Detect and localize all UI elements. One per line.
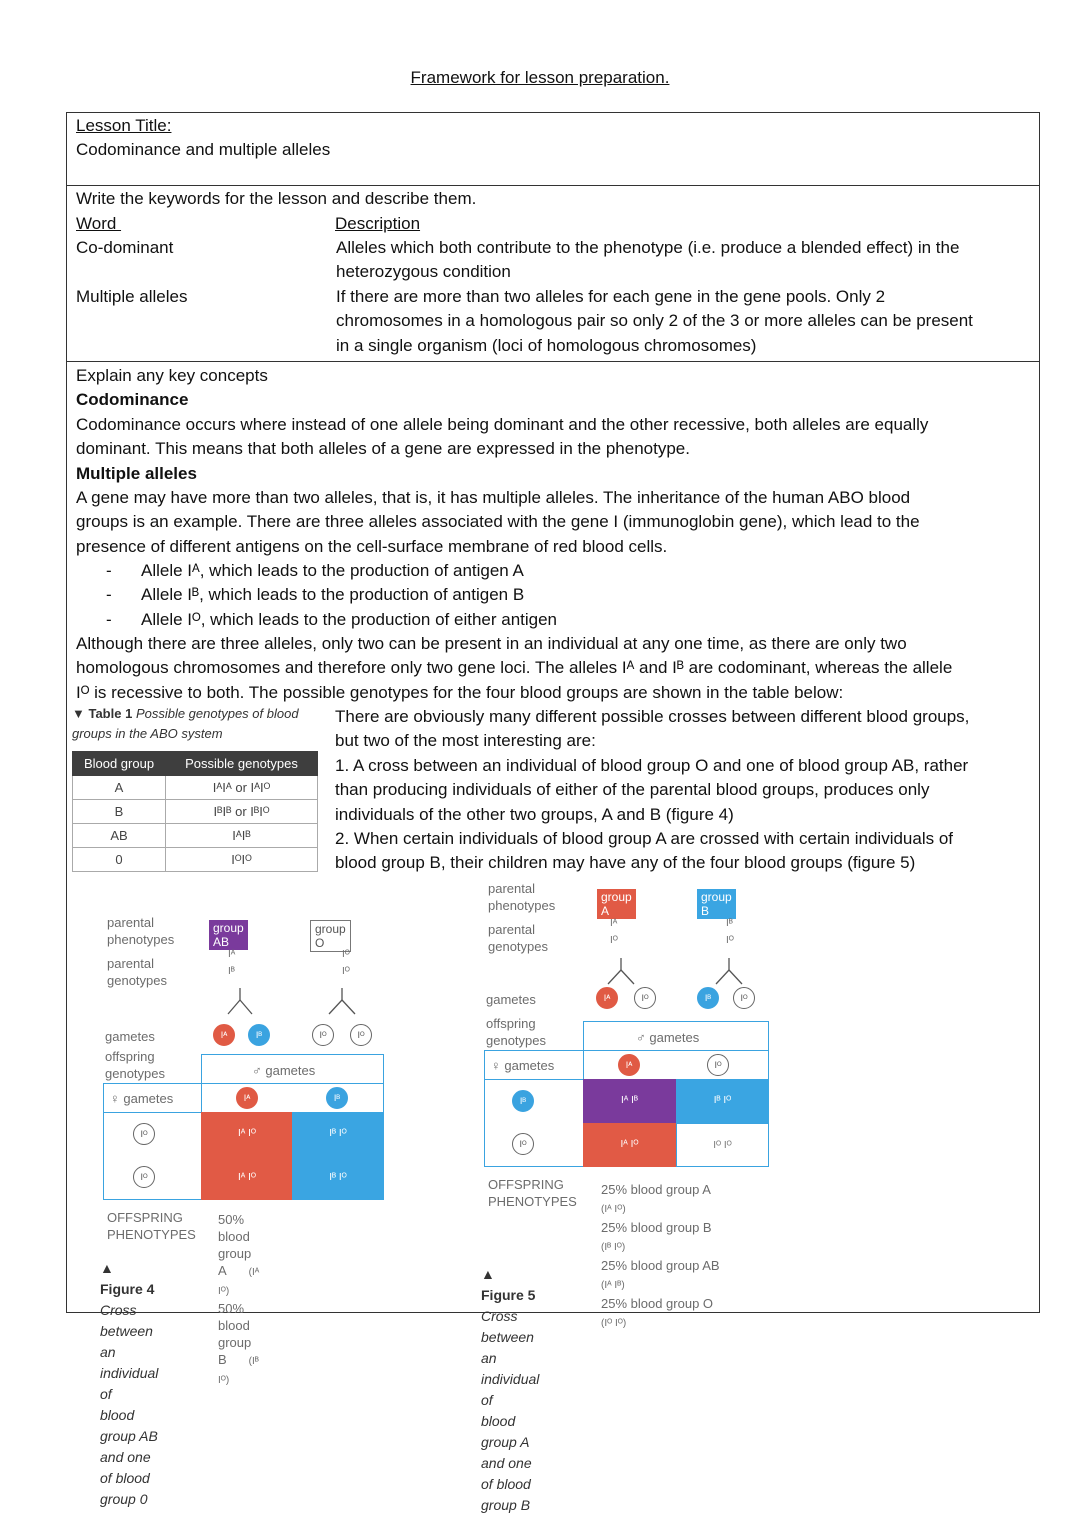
result-list	[218, 1211, 259, 1389]
male-gamete-row	[583, 1050, 769, 1080]
male-gamete-row	[201, 1083, 384, 1113]
table-row: A IᴬIᴬ or IᴬIᴼ	[73, 776, 318, 800]
paragraph-line: Although there are three alleles, only two can be present in an individual at any one time, as there are only two	[76, 634, 907, 653]
result-item: 50% blood group B (Iᴮ Iᴼ)	[218, 1301, 259, 1386]
group-ab-tag: group AB	[209, 920, 248, 950]
label-parental-genotypes: parental genotypes	[107, 956, 167, 988]
label-gametes: gametes	[486, 992, 536, 1007]
female-gamete-column	[103, 1112, 202, 1200]
paragraph-line: A gene may have more than two alleles, that is, it has multiple alleles. The inheritance of the human ABO blood	[76, 488, 911, 508]
label-parental-genotypes: parental genotypes	[488, 922, 548, 954]
male-gametes-header: ♂ gametes	[583, 1021, 769, 1051]
word-column-header: Word	[76, 214, 122, 233]
paragraph-line: homologous chromosomes and therefore only two gene loci. The alleles Iᴬ and Iᴮ are codominant, whereas the allele	[76, 658, 953, 678]
paragraph-line: 2. When certain individuals of blood group A are crossed with certain individuals of	[335, 829, 954, 849]
offspring-cell: Iᴼ Iᴼ	[676, 1123, 769, 1167]
group-b-tag: group B	[697, 889, 736, 919]
page-title: Framework for lesson preparation.	[410, 68, 670, 87]
paragraph-line: presence of different antigens on the cell-surface membrane of red blood cells.	[76, 536, 668, 556]
table-row: AB IᴬIᴮ	[73, 824, 318, 848]
figure-5-caption: ▲ Figure 5 Cross between an individual of blood group A and one of blood group B	[481, 1266, 540, 1513]
offspring-cell: Iᴮ Iᴼ	[676, 1079, 769, 1123]
bullet-item: - Allele Iᴮ, which leads to the production of antigen B	[106, 585, 525, 605]
concepts-heading: Explain any key concepts	[76, 366, 268, 385]
label-parental-phenotypes: parental phenotypes	[107, 915, 175, 947]
gamete-o-circle: Iᴼ	[512, 1133, 534, 1155]
label-offspring-genotypes: offspring genotypes	[105, 1049, 165, 1081]
genotype-o: Iᴼ Iᴼ	[342, 949, 350, 977]
paragraph-line: Codominance occurs where instead of one allele being dominant and the other recessive, both alleles are equally	[76, 414, 929, 434]
female-gametes-header: ♀ gametes	[103, 1083, 202, 1113]
table-header-row: Blood group Possible genotypes	[73, 752, 318, 776]
label-gametes: gametes	[105, 1029, 155, 1044]
female-gametes-header: ♀ gametes	[484, 1050, 584, 1080]
bullet-item: - Allele Iᴬ, which leads to the production of antigen A	[106, 561, 524, 580]
codominance-heading: Codominance	[76, 390, 189, 410]
paragraph-line: individuals of the other two groups, A and B (figure 4)	[335, 804, 734, 824]
table-row: 0 IᴼIᴼ	[73, 848, 318, 872]
result-item: 25% blood group B(Iᴮ Iᴼ)	[601, 1220, 712, 1253]
paragraph-line: 1. A cross between an individual of blood group O and one of blood group AB, rather	[335, 755, 969, 775]
gamete-o-circle: Iᴼ	[133, 1123, 155, 1145]
offspring-cell: Iᴬ Iᴼ	[201, 1156, 293, 1200]
offspring-cell: Iᴬ Iᴼ	[201, 1112, 293, 1156]
genotype-ab: Iᴬ Iᴮ	[228, 949, 236, 977]
gamete-b-circle: Iᴮ	[697, 987, 719, 1009]
lesson-title-value: Codominance and multiple alleles	[76, 140, 331, 159]
gamete-a-circle: Iᴬ	[618, 1054, 640, 1076]
keyword-word: Multiple alleles	[76, 287, 188, 306]
group-a-tag: group A	[597, 889, 636, 919]
gamete-o-circle: Iᴼ	[634, 987, 656, 1009]
result-item: 25% blood group AB(Iᴬ Iᴮ)	[601, 1258, 720, 1291]
paragraph-line: than producing individuals of either of the parental blood groups, produces only	[335, 780, 930, 800]
keyword-word: Co-dominant	[76, 238, 174, 257]
offspring-cell: Iᴬ Iᴮ	[583, 1079, 676, 1123]
label-parental-phenotypes: parental phenotypes	[488, 881, 556, 913]
table1-caption: ▼ Table 1 Possible genotypes of blood groups in the ABO system	[72, 706, 299, 741]
paragraph-line: There are obviously many different possible crosses between different blood groups,	[335, 707, 970, 726]
gamete-o-circle: Iᴼ	[312, 1024, 334, 1046]
female-gamete-column	[484, 1079, 584, 1167]
gamete-b-circle: Iᴮ	[326, 1087, 348, 1109]
gamete-a-circle: Iᴬ	[236, 1087, 258, 1109]
paragraph-line: groups is an example. There are three alleles associated with the gene I (immunoglobin gene), which lead to the	[76, 512, 920, 532]
gamete-o-circle: Iᴼ	[133, 1166, 155, 1188]
gamete-b-circle: Iᴮ	[512, 1090, 534, 1112]
male-gametes-header: ♂ gametes	[201, 1054, 384, 1084]
description-line: If there are more than two alleles for each gene in the gene pools. Only 2	[336, 287, 886, 306]
description-line: heterozygous condition	[336, 262, 511, 282]
description-line: in a single organism (loci of homologous chromosomes)	[336, 335, 757, 355]
bullet-item: - Allele Iᴼ, which leads to the production of either antigen	[106, 609, 558, 629]
offspring-cell: Iᴮ Iᴼ	[292, 1156, 384, 1200]
paragraph-line: but two of the most interesting are:	[335, 731, 596, 751]
offspring-phenotypes-label: OFFSPRING PHENOTYPES	[488, 1177, 577, 1209]
keywords-instruction: Write the keywords for the lesson and describe them.	[76, 189, 477, 208]
group-o-tag: group O	[310, 920, 351, 952]
gamete-o-circle: Iᴼ	[733, 987, 755, 1009]
paragraph-line: Iᴼ is recessive to both. The possible genotypes for the four blood groups are shown in the table below:	[76, 682, 844, 702]
result-item: 25% blood group O(Iᴼ Iᴼ)	[601, 1296, 714, 1329]
gamete-o-circle: Iᴼ	[350, 1024, 372, 1046]
offspring-phenotypes-label: OFFSPRING PHENOTYPES	[107, 1210, 196, 1242]
gamete-a-circle: Iᴬ	[596, 987, 618, 1009]
genotype-b: Iᴮ Iᴼ	[726, 918, 734, 946]
description-column-header: Description	[335, 214, 421, 233]
result-item: 25% blood group A(Iᴬ Iᴼ)	[601, 1182, 711, 1215]
genotype-a: Iᴬ Iᴼ	[610, 918, 618, 946]
gamete-b-circle: Iᴮ	[248, 1024, 270, 1046]
lesson-title-label: Lesson Title:	[76, 116, 172, 135]
table-row: B IᴮIᴮ or IᴮIᴼ	[73, 800, 318, 824]
result-list	[601, 1181, 746, 1333]
result-item: 50% blood group A (Iᴬ Iᴼ)	[218, 1212, 260, 1297]
label-offspring-genotypes: offspring genotypes	[486, 1016, 546, 1048]
gamete-a-circle: Iᴬ	[213, 1024, 235, 1046]
description-line: Alleles which both contribute to the phenotype (i.e. produce a blended effect) in the	[336, 238, 960, 257]
offspring-cell: Iᴬ Iᴼ	[583, 1123, 676, 1167]
description-line: chromosomes in a homologous pair so only 2 of the 3 or more alleles can be present	[336, 311, 973, 331]
multiple-alleles-heading: Multiple alleles	[76, 463, 197, 483]
paragraph-line: blood group B, their children may have any of the four blood groups (figure 5)	[335, 853, 916, 873]
figure-4-caption: ▲ Figure 4 Cross between an individual of blood group AB and one of blood group 0	[100, 1260, 159, 1507]
paragraph-line: dominant. This means that both alleles of a gene are expressed in the phenotype.	[76, 439, 690, 459]
offspring-cell: Iᴮ Iᴼ	[292, 1112, 384, 1156]
gamete-o-circle: Iᴼ	[707, 1054, 729, 1076]
